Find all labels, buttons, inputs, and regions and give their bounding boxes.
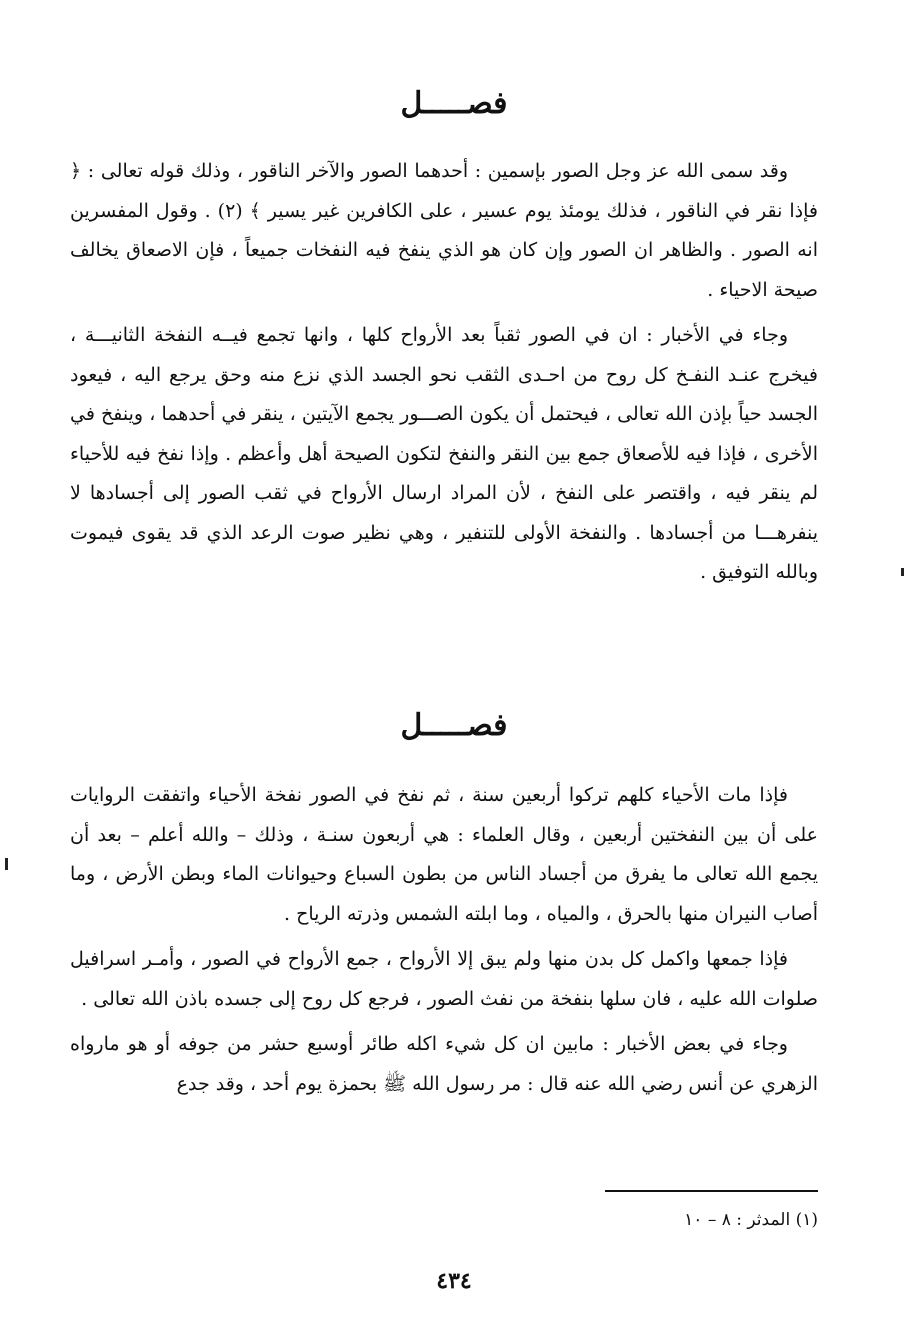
paragraph: وقد سمى الله عز وجل الصور بإسمين : أحدهما الصور والآخر الناقور ، وذلك قوله تعالى : ﴿ فإذا نقر في الناقور ، فذلك يومئذ يوم عسير ، على الكافرين غير يسير ﴾ (٢) . وقول المفسرين انه الصور . والظاهر ان الصور وإن كان هو الذي ينفخ فيه النفخات جميعاً ، فإن الاصعاق يخالف صيحة الاحياء . xyxy=(70,160,819,301)
section-heading: فصـــــل xyxy=(400,708,508,743)
footnote: (١) المدثر : ٨ – ١٠ xyxy=(684,1210,818,1230)
section-body xyxy=(70,152,818,593)
footnote-divider xyxy=(605,1190,818,1192)
section-heading: فصـــــل xyxy=(400,86,508,121)
section-body xyxy=(70,776,818,1104)
margin-mark xyxy=(5,858,8,870)
page-number: ٤٣٤ xyxy=(436,1268,472,1294)
paragraph: وجاء في بعض الأخبار : مابين ان كل شيء اكله طائر أوسبع حشر من جوفه أو هو مارواه الزهري عن أنس رضي الله عنه قال : مر رسول الله ﷺ بحمزة يوم أحد ، وقد جدع xyxy=(70,1033,818,1095)
paragraph: فإذا مات الأحياء كلهم تركوا أربعين سنة ، ثم نفخ في الصور نفخة الأحياء واتفقت الروايات على أن بين النفختين أربعين ، وقال العلماء : هي أربعون سنـة ، وذلك – والله أعلم – بعد أن يجمع الله تعالى ما يفرق من أجساد الناس من بطون السباع وحيوانات الماء وبطن الأرض ، وما أصاب النيران منها بالحرق ، والمياه ، وما ابلته الشمس وذرته الرياح . xyxy=(70,784,818,925)
margin-mark xyxy=(901,568,904,576)
paragraph: فإذا جمعها واكمل كل بدن منها ولم يبق إلا الأرواح ، جمع الأرواح في الصور ، وأمـر اسرافيل صلوات الله عليه ، فان سلها بنفخة من نفث الصور ، فرجع كل روح إلى جسده باذن الله تعالى . xyxy=(70,948,818,1010)
paragraph: وجاء في الأخبار : ان في الصور ثقباً بعد الأرواح كلها ، وانها تجمع فيــه النفخة الثانيـــة ، فيخرج عنـد النفـخ كل روح من احـدى الثقب نحو الجسد الذي نزع منه وحق يرجع اليه ، فيعود الجسد حياً بإذن الله تعالى ، فيحتمل أن يكون الصـــور يجمع الآيتين ، ينقر في أحدهما ، وينفخ في الأخرى ، فإذا فيه للأصعاق جمع بين النقر والنفخ لتكون الصيحة أهل وأعظم . وإذا نفخ فيه للأحياء لم ينقر فيه ، واقتصر على النفخ ، لأن المراد ارسال الأرواح في ثقب الصور إلى أجسادها لا ينفرهـــا من أجسادها . والنفخة الأولى للتنفير ، وهي نظير صوت الرعد الذي قد يقوى فيموت وبالله التوفيق . xyxy=(70,324,818,583)
